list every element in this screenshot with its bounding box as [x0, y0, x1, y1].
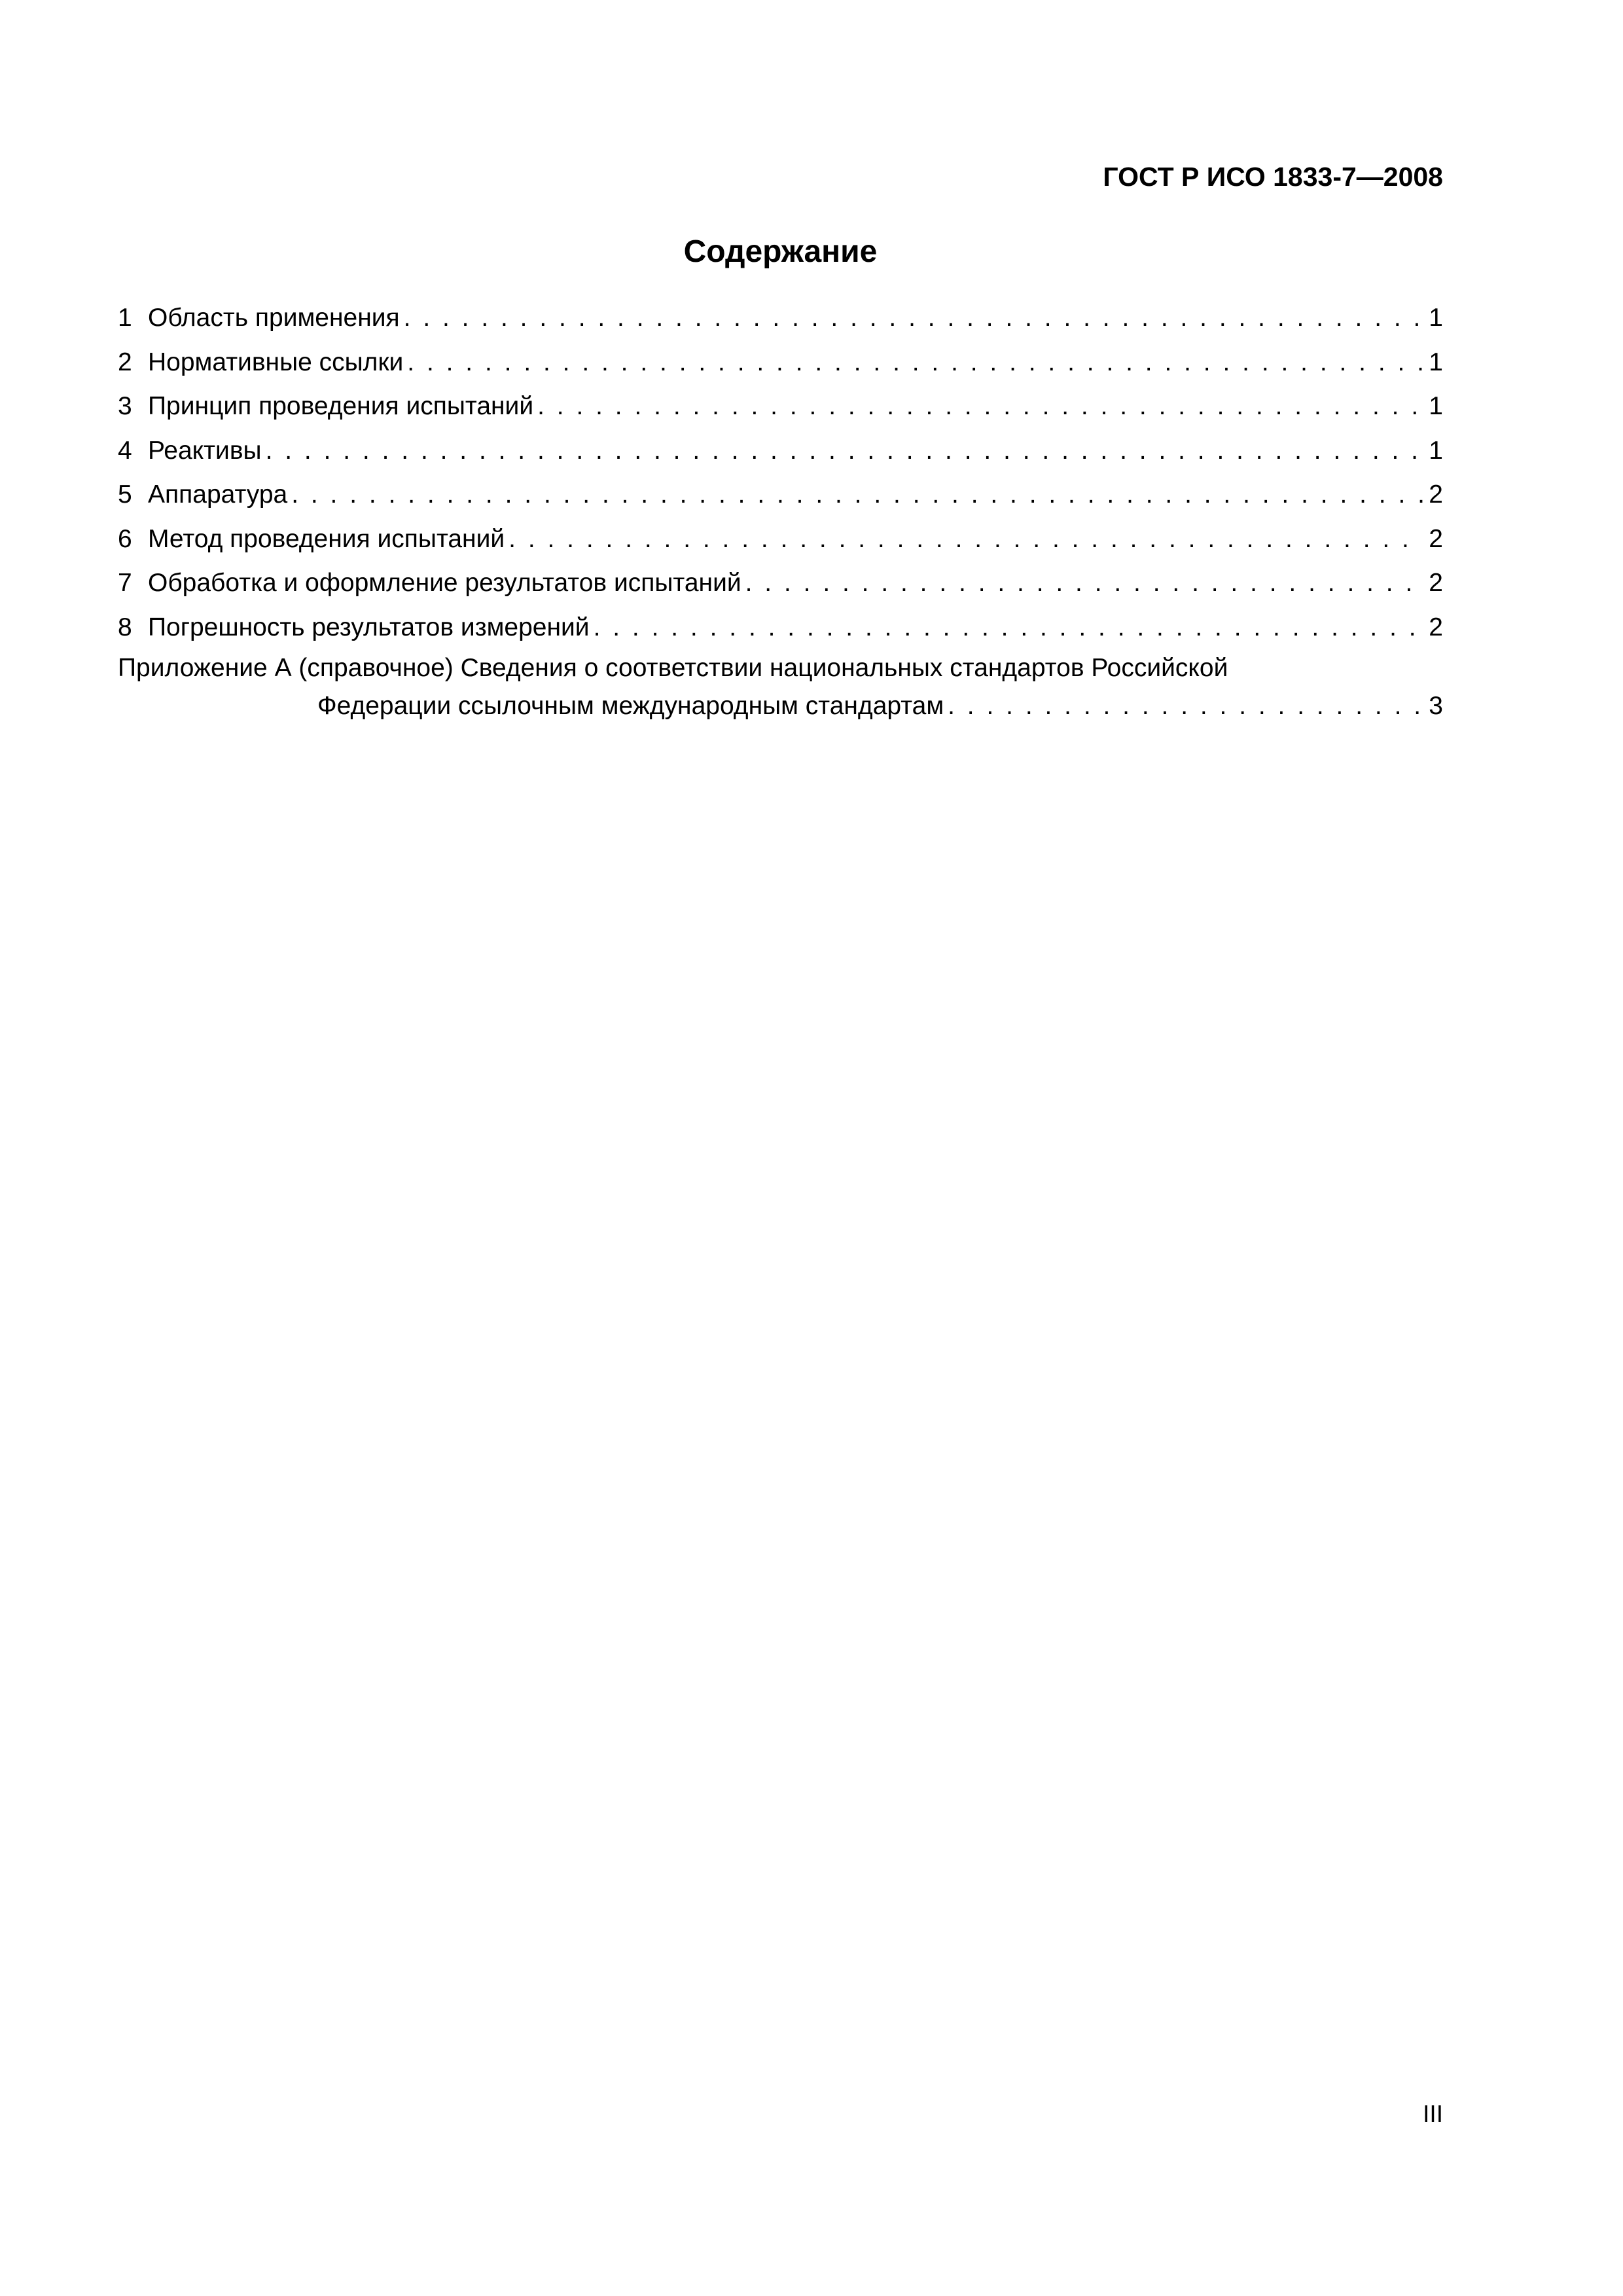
toc-dot-leader — [948, 687, 1423, 725]
toc-entry-page: 1 — [1429, 348, 1443, 376]
toc-entry-appendix-a[interactable] — [118, 649, 1443, 725]
toc-appendix-line2-row — [118, 687, 1443, 725]
toc-entry-title: Реактивы — [148, 436, 262, 465]
toc-appendix-title-line1: Приложение А (справочное) Сведения о соответствии национальных стандартов Российской — [118, 654, 1228, 682]
toc-dot-leader — [266, 429, 1423, 473]
toc-dot-leader — [508, 517, 1423, 562]
toc-entry-page: 2 — [1429, 569, 1443, 597]
toc-title: Содержание — [683, 234, 878, 269]
toc-dot-leader — [404, 296, 1423, 340]
toc-entry-6[interactable] — [118, 517, 1443, 562]
toc-entry-number: 2 — [118, 348, 132, 376]
toc-entry-number: 3 — [118, 392, 132, 420]
toc-entry-page: 1 — [1429, 304, 1443, 332]
toc-appendix-title-line2: Федерации ссылочным международным стандартам — [317, 692, 944, 720]
toc-dot-leader — [407, 340, 1423, 385]
toc-entry-title: Принцип проведения испытаний — [148, 392, 534, 420]
toc-entry-2[interactable] — [118, 340, 1443, 385]
toc-entry-title: Метод проведения испытаний — [148, 524, 505, 553]
toc-entry-7[interactable] — [118, 561, 1443, 605]
toc-dot-leader — [594, 605, 1423, 650]
toc-entry-title: Погрешность результатов измерений — [148, 613, 590, 641]
table-of-contents — [118, 296, 1443, 725]
page-number: III — [1423, 2100, 1443, 2127]
toc-entry-title: Нормативные ссылки — [148, 348, 404, 376]
toc-entry-page: 3 — [1429, 692, 1443, 720]
toc-entry-page: 2 — [1429, 613, 1443, 641]
toc-entry-title: Область применения — [148, 304, 400, 332]
toc-entry-number: 8 — [118, 613, 132, 641]
toc-entry-page: 2 — [1429, 524, 1443, 553]
toc-entry-page: 1 — [1429, 436, 1443, 465]
toc-entry-page: 2 — [1429, 480, 1443, 509]
toc-entry-4[interactable] — [118, 429, 1443, 473]
toc-entry-number: 6 — [118, 524, 132, 553]
toc-entry-title: Аппаратура — [148, 480, 288, 509]
toc-entry-3[interactable] — [118, 384, 1443, 429]
toc-dot-leader — [537, 384, 1423, 429]
toc-entry-number: 7 — [118, 569, 132, 597]
toc-entry-5[interactable] — [118, 473, 1443, 517]
toc-dot-leader — [291, 473, 1423, 517]
toc-entry-page: 1 — [1429, 392, 1443, 420]
toc-entry-8[interactable] — [118, 605, 1443, 650]
toc-entry-number: 5 — [118, 480, 132, 509]
standard-number: ГОСТ Р ИСО 1833-7—2008 — [1103, 162, 1443, 192]
toc-entry-title: Обработка и оформление результатов испытаний — [148, 569, 741, 597]
toc-entry-1[interactable] — [118, 296, 1443, 340]
toc-entry-number: 4 — [118, 436, 132, 465]
toc-dot-leader — [745, 561, 1423, 605]
toc-entry-number: 1 — [118, 304, 132, 332]
